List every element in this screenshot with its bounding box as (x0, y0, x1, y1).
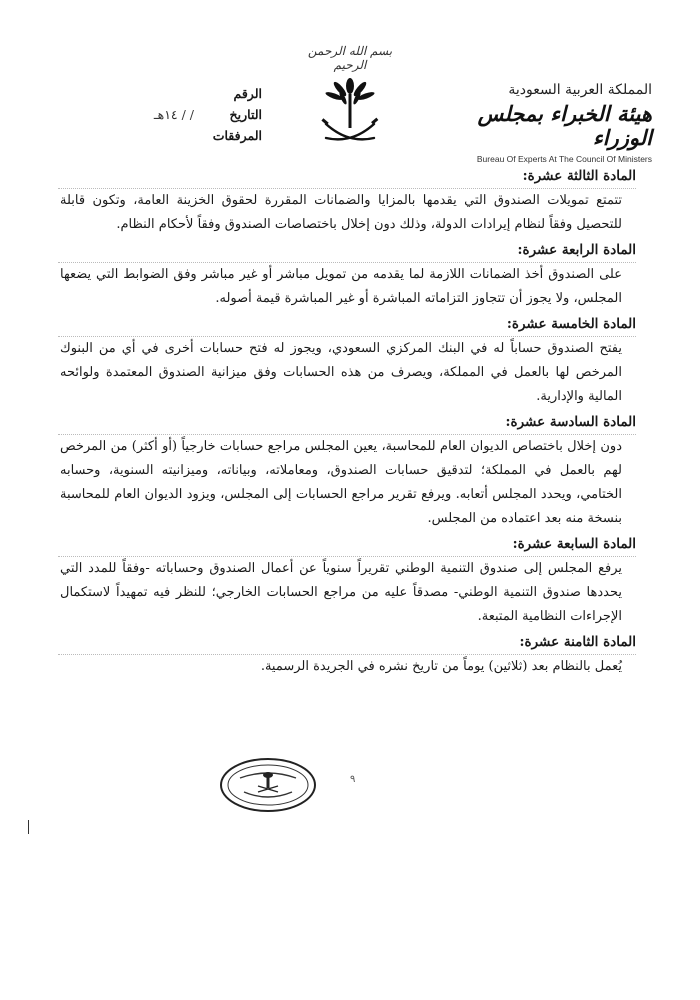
article-heading: المادة الثامنة عشرة: (58, 631, 636, 655)
ref-date-value: / / ١٤هـ (153, 107, 194, 122)
article-text: يرفع المجلس إلى صندوق التنمية الوطني تقريراً سنوياً عن أعمال الصندوق وحساباته -وفقاً للمدد التي يحددها صندوق التنمية الوطني- مصدقاً عليه من مراجع الحسابات الخارجي؛ للنظر فيه تمهيداً لاستكمال الإجراءات النظامية المتبعة. (60, 561, 622, 624)
saudi-emblem-icon (318, 72, 382, 152)
kingdom-name: المملكة العربية السعودية (508, 82, 652, 98)
ref-number-label: الرقم (233, 86, 262, 101)
article-heading: المادة الرابعة عشرة: (58, 239, 636, 263)
article-text: تتمتع تمويلات الصندوق التي يقدمها بالمزايا والضمانات المقررة لحقوق الخزينة العامة، وتكون قابلة للتحصيل وفقاً لنظام إيرادات الدولة، وذلك دون إخلال باختصاصات الصندوق وفقاً لأحكام النظام. (60, 193, 622, 232)
bismillah: بسم الله الرحمن الرحيم (307, 44, 393, 72)
article-heading: المادة الثالثة عشرة: (58, 165, 636, 189)
article-heading: المادة السابعة عشرة: (58, 533, 636, 557)
ref-date-row (62, 107, 262, 128)
article-text: يفتح الصندوق حساباً له في البنك المركزي السعودي، ويجوز له فتح حسابات أخرى في أي من البنوك المرخص لها بالعمل في المملكة، ويصرف من هذه الحسابات وفق ميزانية الصندوق المعتمدة ولوائحه المالية والإدارية. (60, 341, 622, 404)
article-14 (58, 239, 636, 311)
margin-mark (28, 820, 29, 834)
article-text: دون إخلال باختصاص الديوان العام للمحاسبة، يعين المجلس مراجع حسابات خارجياً (أو أكثر) من المرخص لهم بالعمل في المملكة؛ لتدقيق حسابات الصندوق، ومعاملاته، وبياناته، وميزانيته السنوية، وحسابه الختامي، ويحدد المجلس أتعابه. ويرفع تقرير مراجع الحسابات إلى المجلس، ويزود الديوان العام للمحاسبة بنسخة منه بعد اعتماده من المجلس. (60, 439, 622, 526)
article-13 (58, 165, 636, 237)
bureau-english-name: Bureau Of Experts At The Council Of Ministers (476, 154, 652, 165)
official-seal-icon (218, 756, 318, 814)
organization-block (432, 82, 652, 164)
document-body (58, 165, 636, 681)
ref-attachments-row (62, 128, 262, 149)
bureau-name: هيئة الخبراء بمجلس الوزراء (477, 101, 652, 151)
article-16 (58, 411, 636, 531)
article-text: يُعمل بالنظام بعد (ثلاثين) يوماً من تاريخ نشره في الجريدة الرسمية. (260, 659, 622, 674)
article-18 (58, 631, 636, 679)
article-17 (58, 533, 636, 629)
article-heading: المادة الخامسة عشرة: (58, 313, 636, 337)
article-text: على الصندوق أخذ الضمانات اللازمة لما يقدمه من تمويل مباشر أو غير مباشر وفق الضوابط التي يضعها المجلس، ولا يجوز أن تتجاوز التزاماته المباشرة أو غير المباشرة قيمة أصوله. (60, 267, 622, 306)
article-15 (58, 313, 636, 409)
ref-number-row (62, 86, 262, 107)
ref-date-label: التاريخ (229, 107, 262, 122)
page-number: ٩ (350, 774, 356, 785)
article-heading: المادة السادسة عشرة: (58, 411, 636, 435)
reference-block (62, 86, 262, 149)
ref-attachments-label: المرفقات (212, 128, 262, 143)
